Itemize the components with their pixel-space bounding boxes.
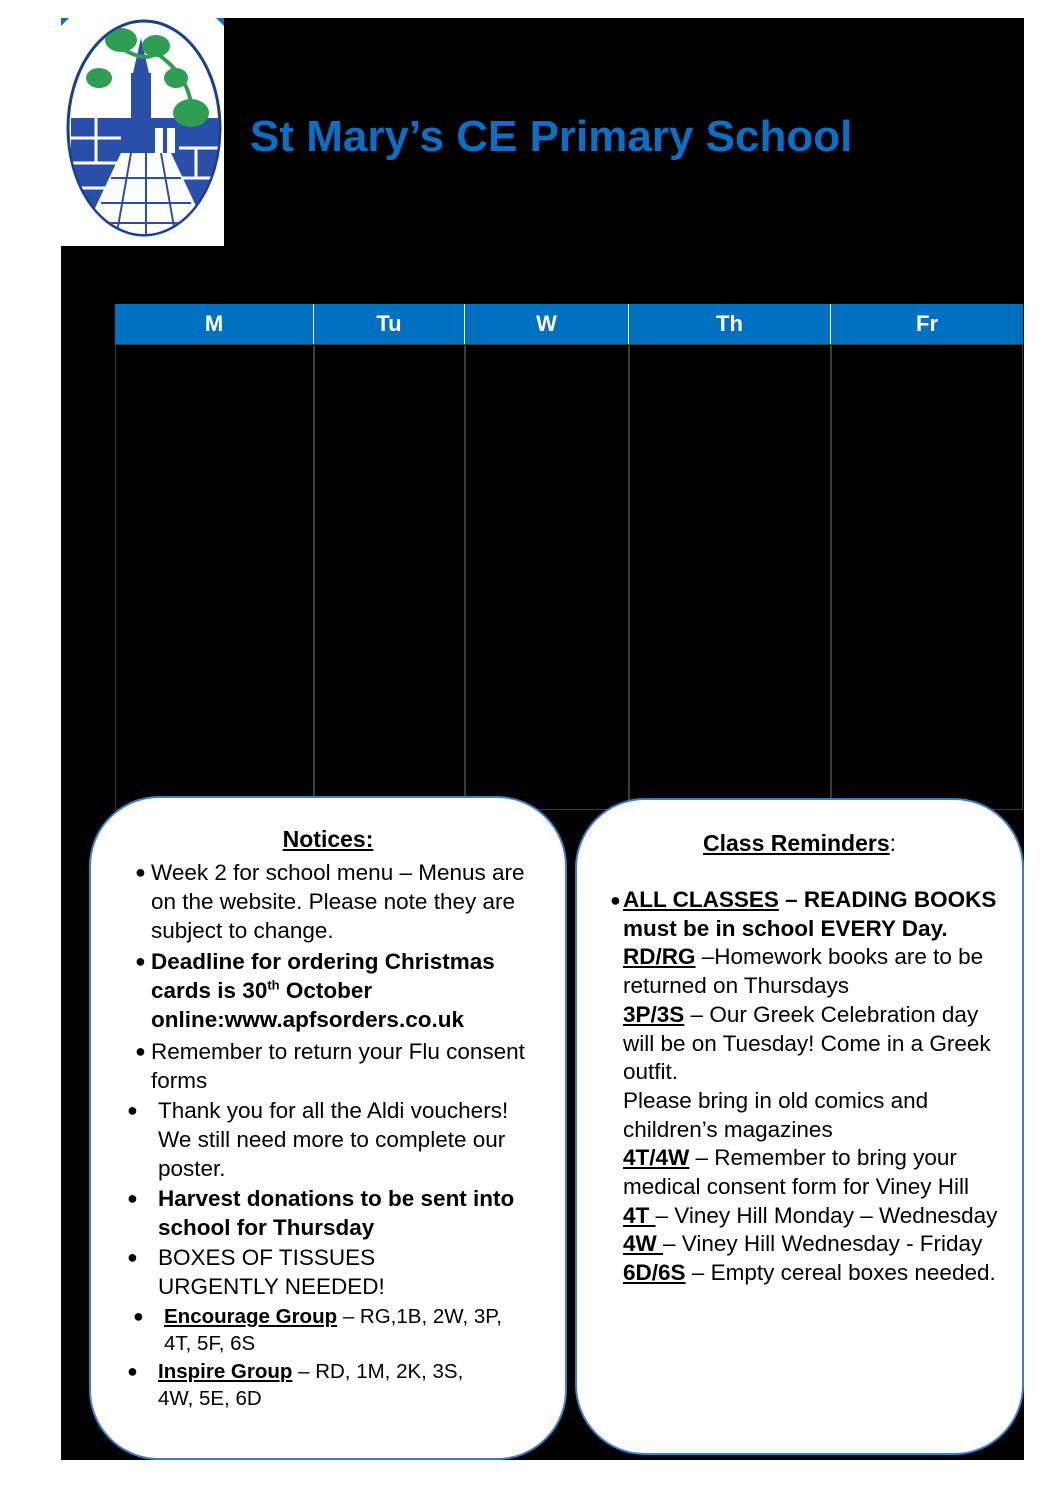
bullet-icon: ● (127, 1247, 138, 1267)
bullet-icon: ● (127, 1188, 138, 1208)
bullet-icon: ● (135, 1041, 146, 1061)
bullet-icon: ● (135, 862, 146, 882)
notice-item: ● Deadline for ordering Christmas cards is 30th October online:www.apfsorders.co.uk (135, 949, 495, 1032)
notice-item: ● Week 2 for school menu – Menus are on the website. Please note they are subject to change. (135, 860, 525, 943)
bullet-icon: ● (135, 951, 146, 971)
day-header-thursday: Th (629, 304, 831, 344)
notice-item: ● Inspire Group – RD, 1M, 2K, 3S, 4W, 5E, 6D (127, 1360, 464, 1410)
school-logo (61, 18, 224, 246)
day-cell-tuesday (314, 344, 465, 810)
class-reminders-list (623, 886, 1003, 1288)
day-header-wednesday: W (465, 304, 629, 344)
class-reminders-heading: Class Reminders: (702, 830, 897, 856)
school-title: St Mary’s CE Primary School (250, 112, 853, 161)
notices-list (91, 858, 561, 1412)
reminder-entry: RD/RG –Homework books are to be returned on Thursdays (623, 944, 984, 999)
notices-heading: Notices: (282, 826, 374, 852)
bullet-icon: ● (127, 1100, 138, 1120)
timetable-header (115, 304, 1023, 344)
reminder-all-classes: ALL CLASSES – READING BOOKS must be in school EVERY Day. (623, 887, 997, 941)
day-header-monday: M (115, 304, 314, 344)
bullet-icon: ● (127, 1361, 138, 1381)
day-cell-wednesday (465, 344, 629, 810)
school-crest-icon (61, 18, 224, 246)
day-cell-friday (831, 344, 1023, 810)
reminder-entry: Please bring in old comics and children’s magazines (623, 1087, 929, 1142)
reminder-entry: 4W – Viney Hill Wednesday - Friday (623, 1231, 983, 1257)
day-header-tuesday: Tu (314, 304, 465, 344)
day-cell-thursday (629, 344, 831, 810)
reminder-entry: 3P/3S – Our Greek Celebration day will be on Tuesday! Come in a Greek outfit. (623, 1001, 991, 1085)
timetable-body (115, 344, 1023, 810)
reminder-entry: 4T/4W – Remember to bring your medical consent form for Viney Hill (623, 1145, 969, 1200)
reminder-entry: 6D/6S – Empty cereal boxes needed. (623, 1260, 996, 1286)
reminder-entry: 4T – Viney Hill Monday – Wednesday (623, 1202, 998, 1228)
notice-item: ● Remember to return your Flu consent forms (135, 1039, 525, 1093)
day-header-friday: Fr (831, 304, 1023, 344)
notice-item: ● Harvest donations to be sent into school for Thursday (127, 1186, 515, 1240)
day-cell-monday (115, 344, 314, 810)
notice-item: ● Thank you for all the Aldi vouchers! We still need more to complete our poster. (127, 1098, 509, 1181)
class-reminders-panel (575, 798, 1024, 1455)
bullet-icon: ● (133, 1306, 144, 1326)
bullet-icon: ● (610, 890, 621, 910)
notices-panel (89, 796, 567, 1460)
notice-item: ● Encourage Group – RG,1B, 2W, 3P, 4T, 5F, 6S (133, 1305, 502, 1355)
notice-item: ● BOXES OF TISSUES URGENTLY NEEDED! (127, 1245, 385, 1299)
